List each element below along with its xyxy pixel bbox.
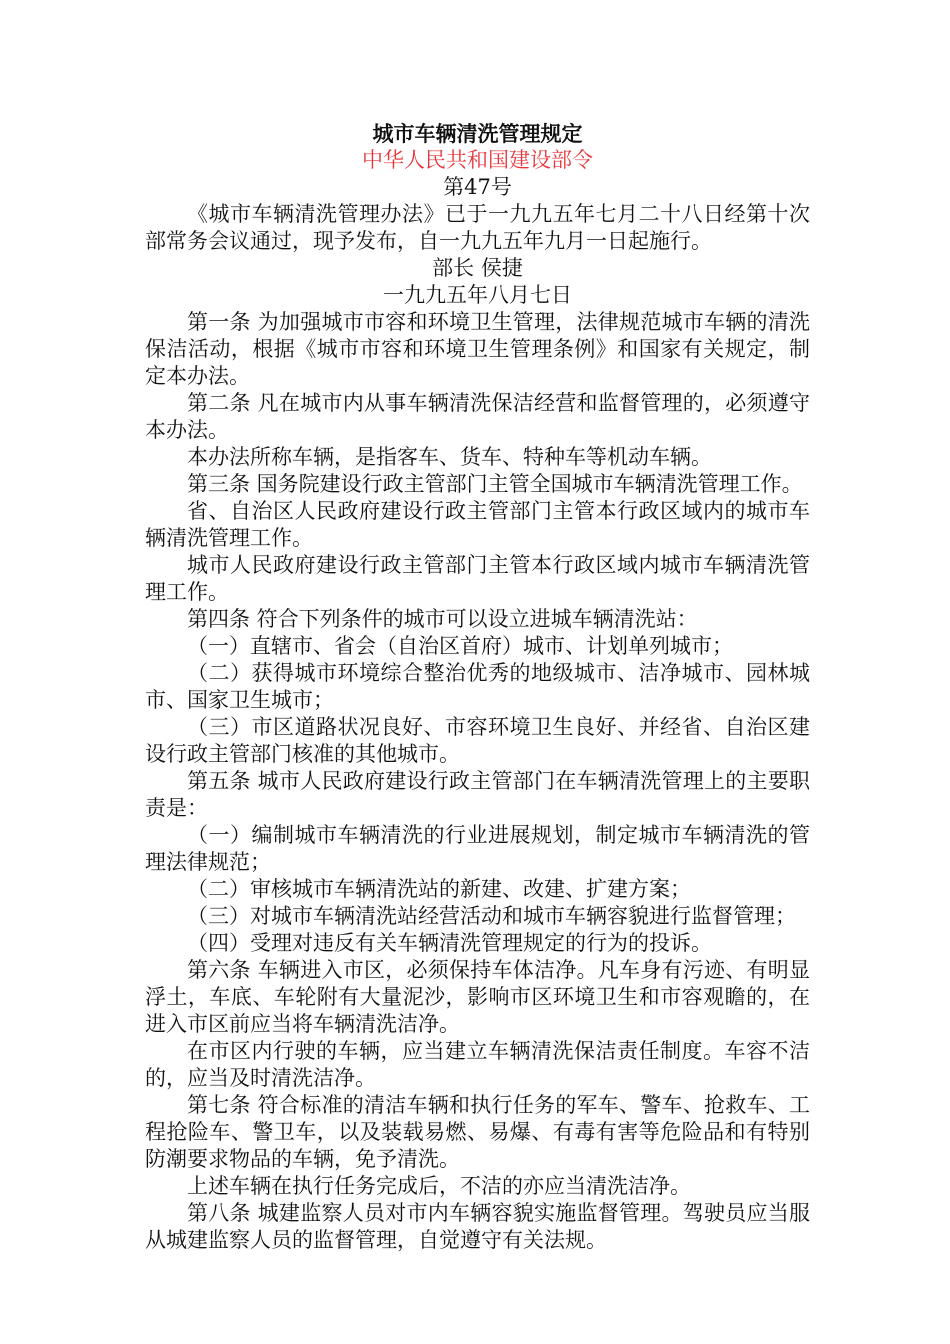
article-4-item-1: （一）直辖市、省会（自治区首府）城市、计划单列城市； — [187, 634, 733, 658]
article-5-item-4: （四）受理对违反有关车辆清洗管理规定的行为的投诉。 — [187, 931, 712, 955]
article-3: 第三条 国务院建设行政主管部门主管全国城市车辆清洗管理工作。 — [187, 472, 803, 496]
article-6-clause: 在市区内行驶的车辆，应当建立车辆清洗保洁责任制度。车容不洁的，应当及时清洗洁净。 — [145, 1039, 810, 1090]
article-5-item-2: （二）审核城市车辆清洗站的新建、改建、扩建方案； — [187, 877, 691, 901]
article-6: 第六条 车辆进入市区，必须保持车体洁净。凡车身有污迹、有明显浮土，车底、车轮附有大量泥沙，影响市区环境卫生和市容观瞻的，在进入市区前应当将车辆清洗洁净。 — [145, 958, 810, 1036]
article-5: 第五条 城市人民政府建设行政主管部门在车辆清洗管理上的主要职责是： — [145, 769, 810, 820]
article-1: 第一条 为加强城市市容和环境卫生管理，法律规范城市车辆的清洗保洁活动，根据《城市市容和环境卫生管理条例》和国家有关规定，制定本办法。 — [145, 310, 810, 388]
signatory: 部长 侯捷 — [432, 256, 523, 280]
document-title: 城市车辆清洗管理规定 — [372, 121, 583, 146]
order-number: 第47号 — [443, 175, 512, 199]
article-5-item-3: （三）对城市车辆清洗站经营活动和城市车辆容貌进行监督管理； — [187, 904, 796, 928]
document-page — [145, 120, 810, 1254]
issuer-line: 中华人民共和国建设部令 — [362, 148, 593, 172]
article-3-clause-1: 省、自治区人民政府建设行政主管部门主管本行政区域内的城市车辆清洗管理工作。 — [145, 499, 810, 550]
article-7: 第七条 符合标准的清洁车辆和执行任务的军车、警车、抢救车、工程抢险车、警卫车，以及装载易燃、易爆、有毒有害等危险品和有特别防潮要求物品的车辆，免予清洗。 — [145, 1093, 810, 1171]
article-2: 第二条 凡在城市内从事车辆清洗保洁经营和监督管理的，必须遵守本办法。 — [145, 391, 810, 442]
issue-date: 一九九五年八月七日 — [383, 283, 572, 307]
article-2-clause: 本办法所称车辆，是指客车、货车、特种车等机动车辆。 — [187, 445, 712, 469]
article-7-clause: 上述车辆在执行任务完成后，不洁的亦应当清洗洁净。 — [187, 1174, 691, 1198]
article-8: 第八条 城建监察人员对市内车辆容貌实施监督管理。驾驶员应当服从城建监察人员的监督管理，自觉遵守有关法规。 — [145, 1201, 810, 1252]
article-4-item-2: （二）获得城市环境综合整治优秀的地级城市、洁净城市、园林城市、国家卫生城市； — [145, 661, 810, 712]
article-4: 第四条 符合下列条件的城市可以设立进城车辆清洗站： — [187, 607, 698, 631]
article-5-item-1: （一）编制城市车辆清洗的行业进展规划，制定城市车辆清洗的管理法律规范； — [145, 823, 810, 874]
article-3-clause-2: 城市人民政府建设行政主管部门主管本行政区域内城市车辆清洗管理工作。 — [145, 553, 810, 604]
preamble: 《城市车辆清洗管理办法》已于一九九五年七月二十八日经第十次部常务会议通过，现予发布，自一九九五年九月一日起施行。 — [145, 202, 810, 253]
article-4-item-3: （三）市区道路状况良好、市容环境卫生良好、并经省、自治区建设行政主管部门核准的其他城市。 — [145, 715, 810, 766]
